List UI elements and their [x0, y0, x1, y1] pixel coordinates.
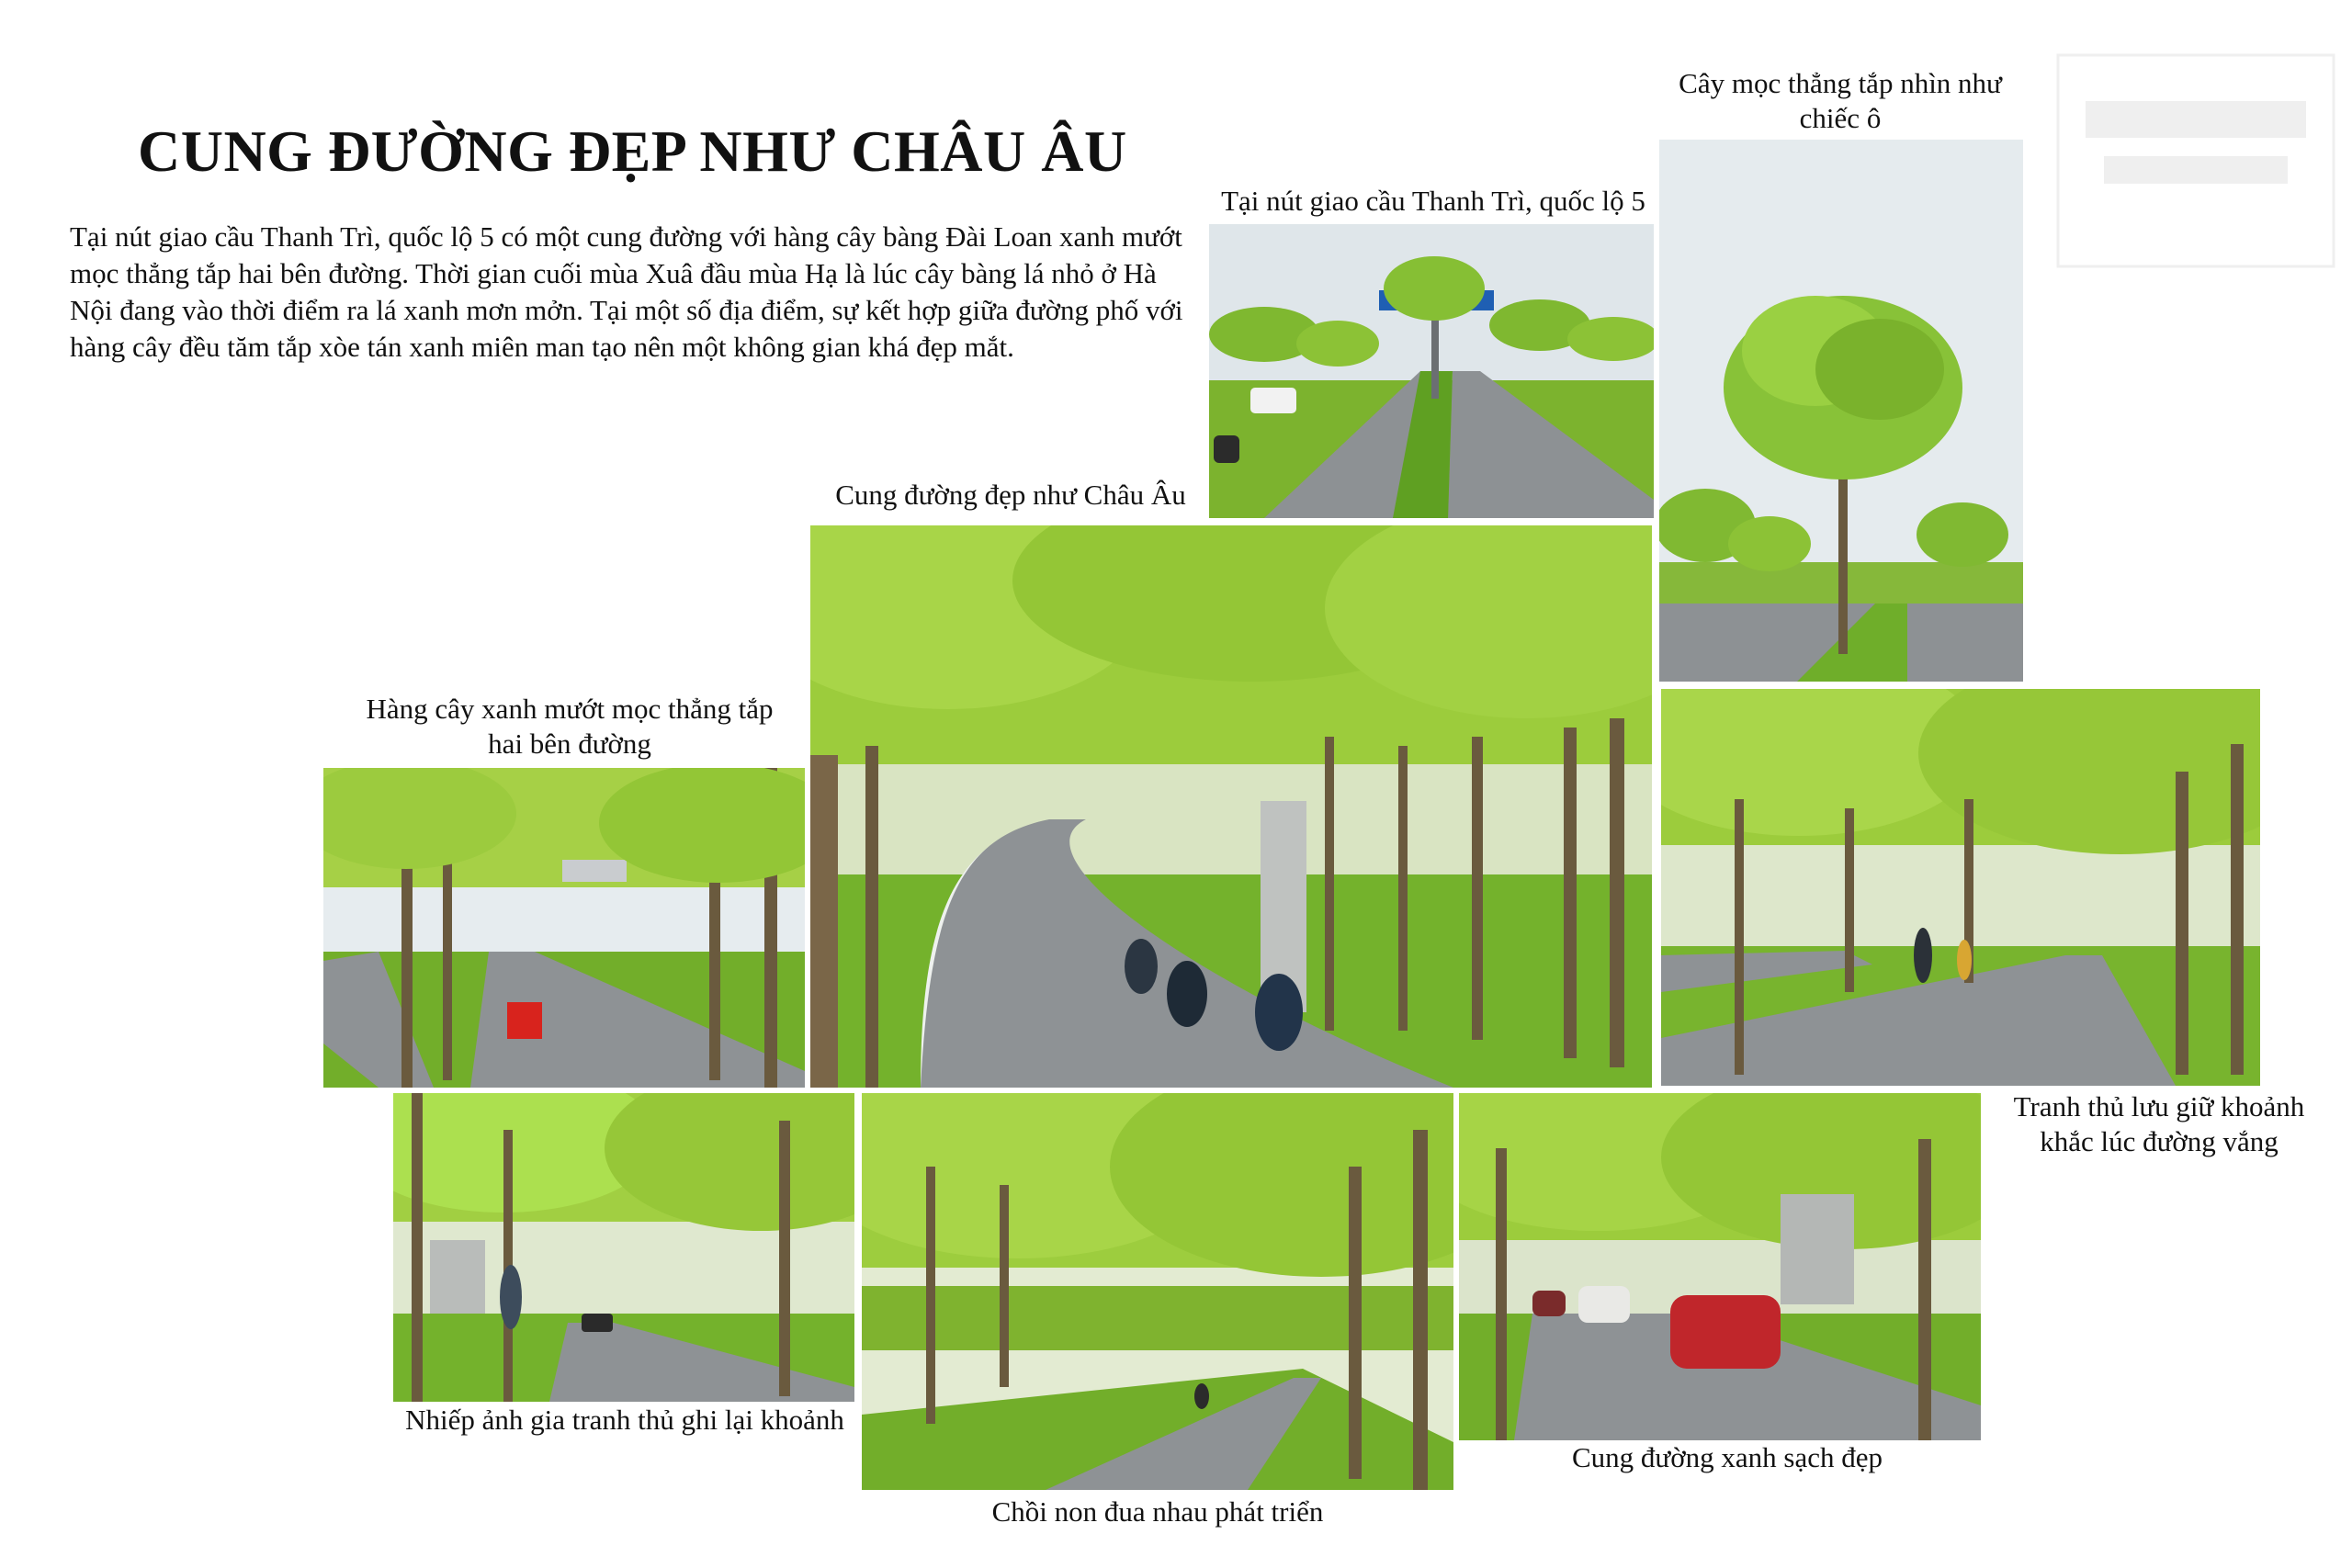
photo-green-tunnel [862, 1093, 1453, 1490]
caption-umbrella: Cây mọc thẳng tắp nhìn như chiếc ô [1679, 67, 2002, 134]
photo-red-bus-road [323, 768, 805, 1088]
photo-curved-ramp [810, 525, 1652, 1088]
page-title: CUNG ĐƯỜNG ĐẸP NHƯ CHÂU ÂU [138, 118, 1127, 184]
photo-photographer [393, 1093, 854, 1402]
photo-pedestrians-road [1661, 689, 2260, 1086]
photo-umbrella-tree [1659, 140, 2023, 682]
photo-red-car-road [1459, 1093, 1981, 1440]
intro-paragraph: Tại nút giao cầu Thanh Trì, quốc lộ 5 có một cung đường với hàng cây bàng Đài Loan xanh mướt mọc thẳng tắp hai bên đường. Thời gian cuối mùa Xuâ đầu mùa Hạ là lúc cây bàng lá nhỏ ở Hà Nội đang vào thời điểm ra lá xanh mơn mởn. Tại một số địa điểm, sự kết hợp giữa đường phố với hàng cây đều tăm tắp xòe tán xanh miên man tạo nên một không gian khá đẹp mắt. [70, 220, 1183, 363]
caption-clean: Cung đường xanh sạch đẹp [1572, 1441, 1883, 1473]
caption-junction: Tại nút giao cầu Thanh Trì, quốc lộ 5 [1221, 185, 1645, 217]
caption-photographer: Nhiếp ảnh gia tranh thủ ghi lại khoảnh [405, 1404, 844, 1436]
caption-quiet: Tranh thủ lưu giữ khoảnh khắc lúc đường vắng [2013, 1090, 2305, 1157]
caption-rows: Hàng cây xanh mướt mọc thẳng tắp hai bên đường [366, 693, 774, 760]
caption-europe: Cung đường đẹp như Châu Âu [835, 479, 1186, 511]
caption-buds: Chồi non đua nhau phát triển [991, 1495, 1324, 1528]
watermark-logo [2049, 46, 2343, 276]
photo-junction [1209, 224, 1654, 518]
